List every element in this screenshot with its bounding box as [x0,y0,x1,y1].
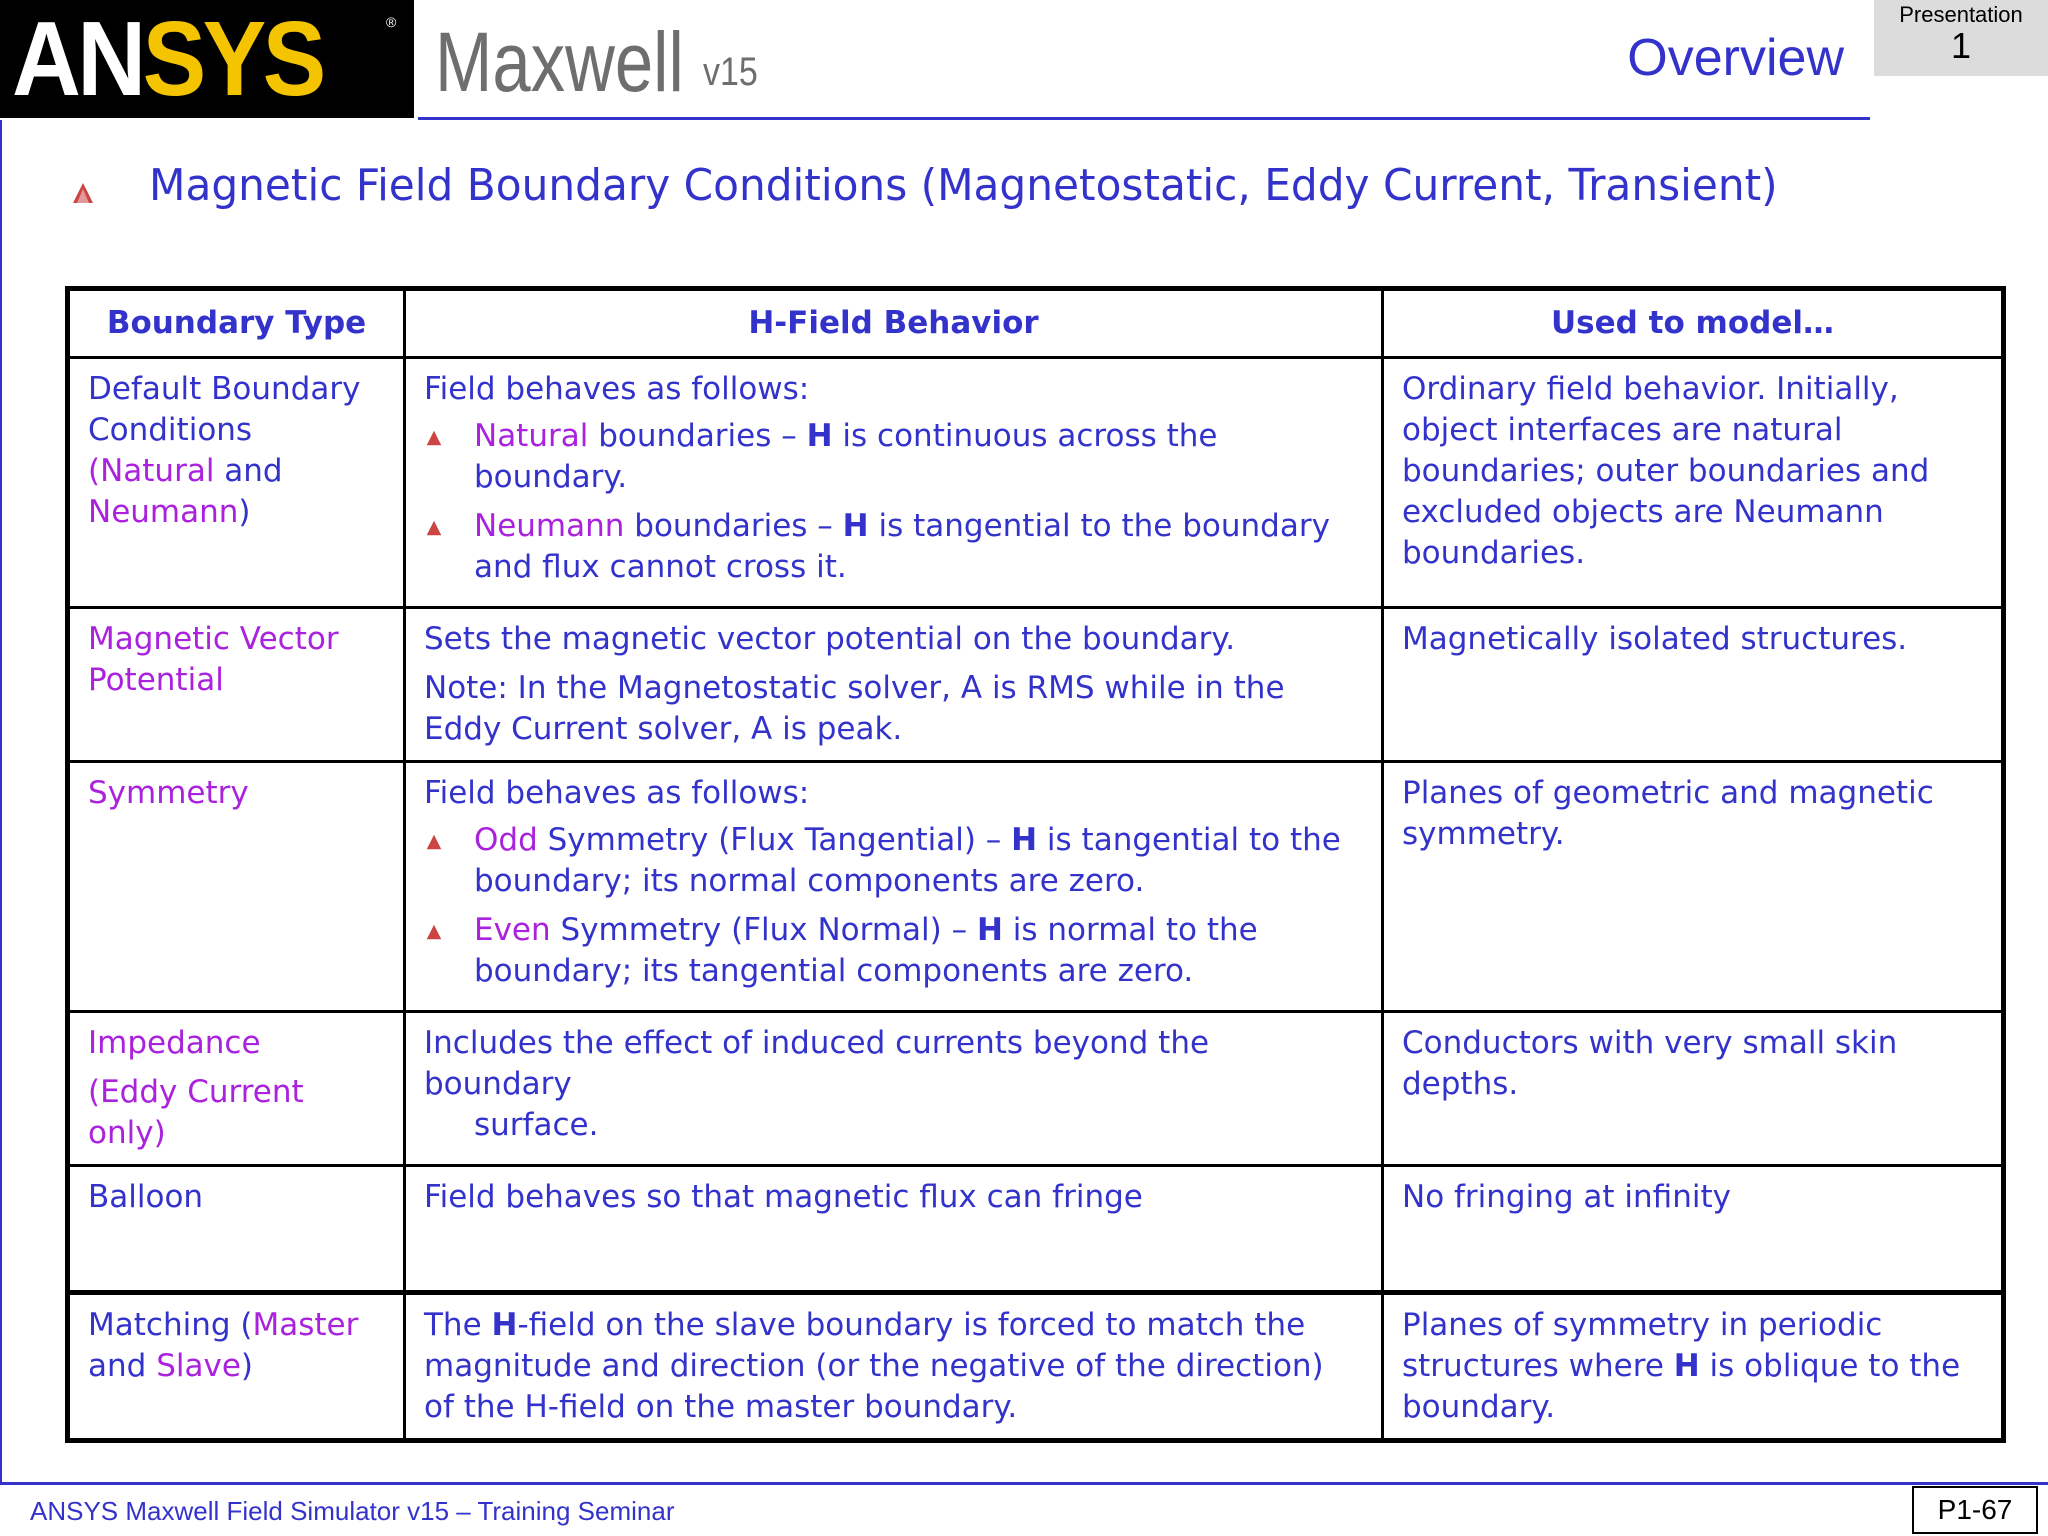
type-term: Master [252,1307,359,1343]
type-text: Matching ( [88,1307,253,1343]
cell-used-to-model: Ordinary field behavior. Initially, object interfaces are natural boundaries; outer boundaries and excluded objects are Neumann boundaries. [1383,358,2004,608]
term: Neumann [474,508,625,544]
text: is tangential to the boundary and flux cannot cross it. [474,508,1330,585]
left-divider [0,120,2,1482]
header-boundary-type: Boundary Type [68,289,405,358]
list-item [424,910,1363,992]
cell-used-to-model: No fringing at infinity [1383,1166,2004,1293]
header-used-to-model: Used to model… [1383,289,2004,358]
cell-boundary-type [68,1293,405,1441]
term: Even [474,912,551,948]
cell-used-to-model: Planes of geometric and magnetic symmetry. [1383,762,2004,1012]
bold-symbol: H [1011,822,1038,858]
bullet-icon [426,924,442,940]
presentation-number: 1 [1950,25,1972,66]
cell-boundary-type: Magnetic Vector Potential [68,608,405,762]
cell-boundary-type [68,1012,405,1166]
text: is continuous across the boundary. [474,418,1218,495]
text: Symmetry (Flux Normal) – [550,912,977,948]
presentation-badge [1874,0,2048,76]
bullet-icon [426,834,442,850]
type-text: Default Boundary Conditions [88,371,361,448]
type-line: (Eddy Current only) [88,1074,304,1151]
list-item [424,820,1363,902]
type-text: ) [240,1348,254,1384]
type-text: and [214,453,283,489]
table-row [68,1293,2004,1441]
type-line: Impedance [88,1025,261,1061]
type-term: (Natural [88,453,215,489]
cell-boundary-type: Symmetry [68,762,405,1012]
text: is tangential to the boundary; its normal components are zero. [474,822,1341,899]
text: -field on the slave boundary is forced to match the magnitude and direction (or the negative of the direction) of the H-field on the master boundary. [424,1307,1324,1425]
bold-symbol: H [842,508,869,544]
cell-used-to-model: Magnetically isolated structures. [1383,608,2004,762]
presentation-label: Presentation [1899,2,2023,27]
boundary-conditions-table [65,286,2006,1443]
behavior-intro: Field behaves as follows: [424,371,810,407]
text: is normal to the boundary; its tangential components are zero. [474,912,1258,989]
text: boundaries – [588,418,807,454]
logo-registered: ® [386,14,397,30]
footer-text: ANSYS Maxwell Field Simulator v15 – Training Seminar [30,1496,675,1526]
header-divider [418,117,1870,120]
slide-title: Magnetic Field Boundary Conditions (Magnetostatic, Eddy Current, Transient) [149,160,1778,211]
type-text: and [88,1348,157,1384]
cell-h-field-behavior: Field behaves so that magnetic flux can fringe [405,1166,1383,1293]
behavior-list [424,416,1363,588]
section-title: Overview [1627,29,1844,87]
type-text: ) [238,494,251,530]
footer-divider [0,1482,2048,1485]
behavior-text: Sets the magnetic vector potential on the boundary. [424,621,1236,657]
list-item [424,416,1363,498]
list-item [424,506,1363,588]
behavior-text: Includes the effect of induced currents beyond the boundary [424,1025,1210,1102]
bold-symbol: H [491,1307,518,1343]
table-row [68,608,2004,762]
text: is oblique to the boundary. [1402,1348,1961,1425]
ansys-logo [0,0,414,118]
behavior-text: surface. [474,1107,599,1143]
behavior-intro: Field behaves as follows: [424,775,810,811]
table-row [68,1012,2004,1166]
bold-symbol: H [976,912,1003,948]
type-term: Slave [156,1348,241,1384]
cell-h-field-behavior [405,608,1383,762]
type-term: Neumann [88,494,239,530]
header-h-field-behavior: H-Field Behavior [405,289,1383,358]
behavior-list [424,820,1363,992]
text: Symmetry (Flux Tangential) – [537,822,1012,858]
cell-boundary-type [68,358,405,608]
bold-symbol: H [1673,1348,1700,1384]
cell-used-to-model: Conductors with very small skin depths. [1383,1012,2004,1166]
text: boundaries – [624,508,843,544]
table-row [68,762,2004,1012]
cell-h-field-behavior [405,1012,1383,1166]
behavior-note: Note: In the Magnetostatic solver, A is RMS while in the Eddy Current solver, A is peak. [424,670,1285,747]
bullet-icon [426,520,442,536]
cell-h-field-behavior [405,358,1383,608]
bold-symbol: H [806,418,833,454]
cell-h-field-behavior [405,1293,1383,1441]
term: Natural [474,418,589,454]
cell-used-to-model [1383,1293,2004,1441]
term: Odd [474,822,538,858]
table-row [68,1166,2004,1293]
app-name: Maxwell [435,15,684,109]
app-version: v15 [703,50,758,94]
text: Planes of symmetry in periodic structures where [1402,1307,1883,1384]
logo-sys: SYS [142,0,323,118]
bullet-icon [72,182,94,204]
logo-an: AN [12,0,143,118]
bullet-icon [426,430,442,446]
page-number: P1-67 [1912,1486,2038,1534]
table-header-row [68,289,2004,358]
text: The [424,1307,492,1343]
table-row [68,358,2004,608]
cell-h-field-behavior [405,762,1383,1012]
cell-boundary-type: Balloon [68,1166,405,1293]
